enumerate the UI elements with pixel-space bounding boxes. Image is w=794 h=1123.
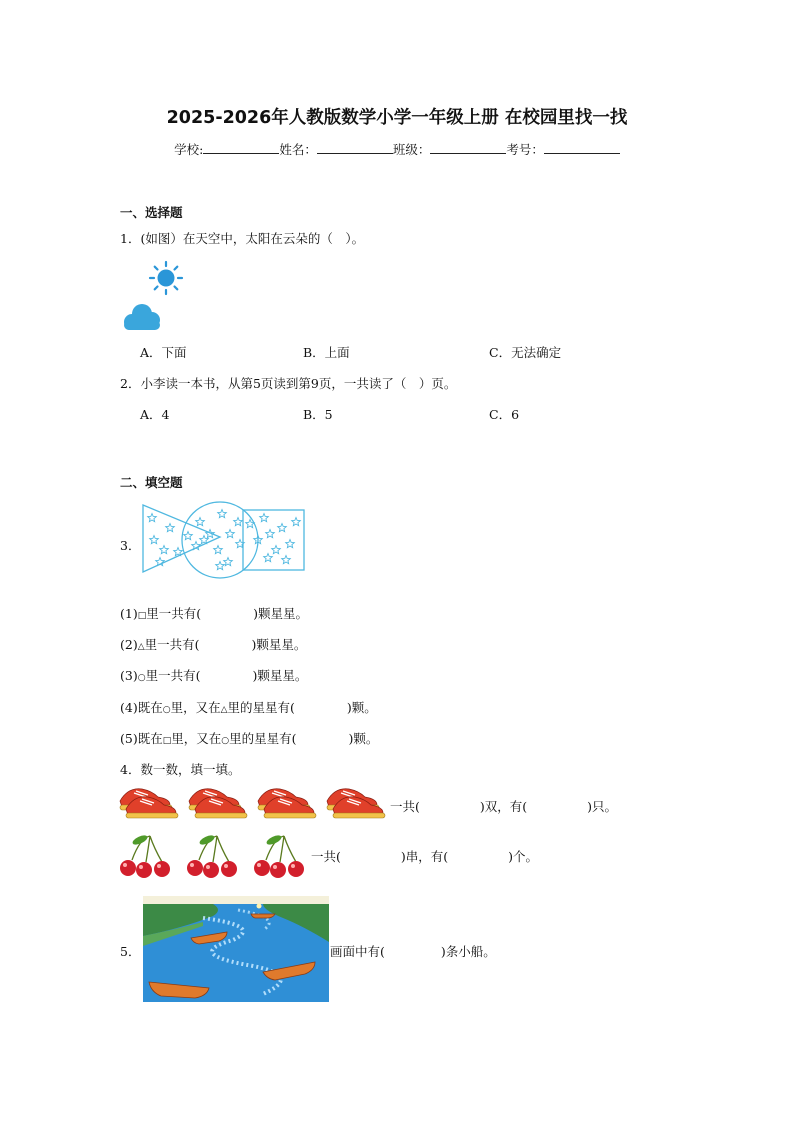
star-icon xyxy=(160,546,169,554)
q2-option-c[interactable]: C．6 xyxy=(489,407,520,422)
q3-item-3-suffix: )颗星星。 xyxy=(252,668,308,683)
exam-no-blank[interactable] xyxy=(544,142,620,154)
name-label: 姓名： xyxy=(279,142,317,157)
q3-item-5-text: 里，又在 xyxy=(171,731,222,746)
star-icon xyxy=(184,532,193,540)
q3-item-2 xyxy=(120,635,306,653)
shapes-stars-figure xyxy=(140,500,306,582)
q3-item-2-prefix: (2) xyxy=(120,637,138,652)
shoe-icon xyxy=(195,797,247,818)
star-icon xyxy=(214,546,223,554)
q2-option-b[interactable]: B．5 xyxy=(303,407,333,422)
star-icon xyxy=(148,514,157,522)
circle-symbol: ○ xyxy=(162,705,171,715)
question-4-stem: 4．数一数，填一填。 xyxy=(120,762,241,777)
triangle-symbol: △ xyxy=(220,705,228,715)
q3-item-4 xyxy=(120,698,377,716)
student-info-line xyxy=(0,140,794,158)
q4-shoes-suffix: )只。 xyxy=(587,799,618,814)
circle-symbol: ○ xyxy=(137,673,146,683)
shoe-icon xyxy=(264,797,316,818)
square-symbol: □ xyxy=(137,611,147,621)
question-1-stem: 1．(如图）在天空中，太阳在云朵的（ ）。 xyxy=(120,231,365,246)
cherries-figure xyxy=(118,832,318,880)
section-heading-fill: 二、填空题 xyxy=(120,475,183,490)
q3-item-4-prefix: (4)既在 xyxy=(120,700,163,715)
exam-no-label: 考号： xyxy=(506,142,544,157)
q5-prefix: 画面中有( xyxy=(330,944,385,959)
name-blank[interactable] xyxy=(317,142,393,154)
star-icon xyxy=(260,514,269,522)
q1-option-a[interactable]: A．下面 xyxy=(140,345,187,360)
q4-shoes-mid: )双，有( xyxy=(479,799,528,814)
star-icon xyxy=(216,562,225,570)
q3-item-5 xyxy=(120,729,378,747)
q1-option-c[interactable]: C．无法确定 xyxy=(489,345,562,360)
q3-item-3-prefix: (3) xyxy=(120,668,138,683)
q4-cherries-suffix: )个。 xyxy=(508,849,539,864)
star-icon xyxy=(218,510,227,518)
star-icon xyxy=(264,554,273,562)
q5-suffix: )条小船。 xyxy=(440,944,496,959)
q3-item-1-prefix: (1) xyxy=(120,606,138,621)
class-label: 班级： xyxy=(392,142,431,157)
q3-item-4-suffix: )颗。 xyxy=(346,700,377,715)
cherry-bunch-icon xyxy=(120,833,170,878)
q4-cherries-mid: )串，有( xyxy=(400,849,449,864)
school-blank[interactable] xyxy=(203,142,279,154)
q3-item-5-suffix: )颗。 xyxy=(348,731,379,746)
question-5-number: 5． xyxy=(120,944,141,959)
q5-line xyxy=(330,942,496,960)
river-boats-picture xyxy=(143,896,329,1002)
q4-cherries-prefix: 一共( xyxy=(311,849,341,864)
q3-item-1-suffix: )颗星星。 xyxy=(253,606,309,621)
q3-item-1 xyxy=(120,604,308,622)
q3-item-2-suffix: )颗星星。 xyxy=(251,637,307,652)
star-icon xyxy=(166,524,175,532)
sun-icon xyxy=(150,262,182,294)
school-label: 学校: xyxy=(174,142,204,157)
q3-item-4-text-2: 里的星星有( xyxy=(227,700,295,715)
shoe-icon xyxy=(333,797,385,818)
triangle-symbol: △ xyxy=(137,642,145,652)
star-icon xyxy=(278,524,287,532)
cherry-bunch-icon xyxy=(254,833,304,878)
star-icon xyxy=(150,536,159,544)
star-icon xyxy=(206,530,215,538)
sun-cloud-figure xyxy=(120,258,190,333)
star-icon xyxy=(192,542,201,550)
q3-item-4-text: 里，又在 xyxy=(170,700,221,715)
star-icon xyxy=(292,518,301,526)
star-icon xyxy=(282,556,291,564)
boat-icon xyxy=(251,914,275,918)
q2-option-a[interactable]: A．4 xyxy=(140,407,170,422)
q4-shoes-prefix: 一共( xyxy=(390,799,420,814)
question-2-stem: 2．小李读一本书，从第5页读到第9页，一共读了（ ）页。 xyxy=(120,376,457,391)
shoes-figure xyxy=(118,783,390,819)
square-symbol: □ xyxy=(162,736,172,746)
q3-item-1-text: 里一共有( xyxy=(146,606,202,621)
cloud-icon xyxy=(124,304,160,330)
q4-shoes-line xyxy=(390,797,617,815)
star-icon xyxy=(286,540,295,548)
star-icon xyxy=(226,530,235,538)
class-blank[interactable] xyxy=(430,142,506,154)
question-3-number: 3． xyxy=(120,538,141,553)
q3-item-3 xyxy=(120,666,307,684)
star-icon xyxy=(196,518,205,526)
q3-item-5-prefix: (5)既在 xyxy=(120,731,163,746)
star-icon xyxy=(234,518,243,526)
page-title: 2025-2026年人教版数学小学一年级上册 在校园里找一找 xyxy=(166,108,628,128)
q3-item-5-text-2: 里的星星有( xyxy=(229,731,297,746)
circle-symbol: ○ xyxy=(221,736,230,746)
q4-cherries-line xyxy=(311,847,538,865)
star-icon xyxy=(156,558,165,566)
q3-item-3-text: 里一共有( xyxy=(145,668,201,683)
shoe-icon xyxy=(126,797,178,818)
section-heading-choice: 一、选择题 xyxy=(120,205,183,220)
q1-option-b[interactable]: B．上面 xyxy=(303,345,350,360)
circle-shape xyxy=(182,502,258,578)
star-icon xyxy=(272,546,281,554)
star-icon xyxy=(266,530,275,538)
cherry-bunch-icon xyxy=(187,833,237,878)
q3-item-2-text: 里一共有( xyxy=(144,637,200,652)
